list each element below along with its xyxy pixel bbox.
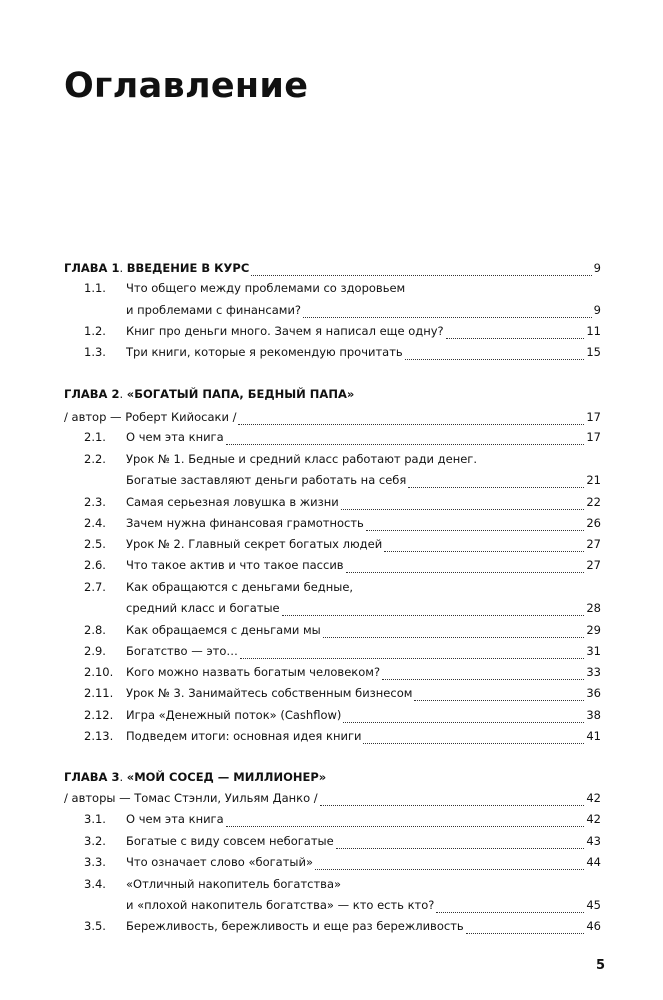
entry-number: 2.2. (84, 452, 106, 466)
toc-entry[interactable] (64, 554, 601, 576)
toc-entry[interactable] (64, 533, 601, 555)
page-ref: 27 (586, 537, 601, 551)
entry-title: средний класс и богатые (126, 601, 280, 615)
page-ref: 41 (586, 729, 601, 743)
page-ref: 46 (586, 919, 601, 933)
chapter-2-author[interactable] (64, 406, 601, 428)
toc-entry[interactable] (64, 426, 601, 448)
entry-title: Богатые с виду совсем небогатые (126, 834, 334, 848)
entry-number: 2.4. (84, 516, 106, 530)
page-ref: 26 (586, 516, 601, 530)
toc-entry[interactable] (64, 704, 601, 726)
page-ref: 36 (586, 686, 601, 700)
chapter-label: ГЛАВА 2 (64, 387, 120, 401)
page-ref: 38 (586, 708, 601, 722)
page-ref: 9 (593, 303, 601, 317)
toc-entry[interactable] (64, 830, 601, 852)
entry-title: Урок № 3. Занимайтесь собственным бизнесом (126, 686, 413, 700)
toc-entry[interactable] (64, 661, 601, 683)
entry-title: Зачем нужна финансовая грамотность (126, 516, 364, 530)
entry-title: Три книги, которые я рекомендую прочитать (126, 345, 403, 359)
page-ref: 15 (586, 345, 601, 359)
entry-title: Как обращаемся с деньгами мы (126, 623, 321, 637)
entry-title: Богатые заставляют деньги работать на себя (126, 473, 407, 487)
entry-title: Урок № 2. Главный секрет богатых людей (126, 537, 383, 551)
page-ref: 44 (586, 855, 601, 869)
page-ref: 42 (586, 791, 601, 805)
chapter-3-author[interactable] (64, 787, 601, 809)
chapter-3-heading[interactable]: ГЛАВА 3 . «МОЙ СОСЕД — МИЛЛИОНЕР» (64, 766, 601, 788)
entry-title: Подведем итоги: основная идея книги (126, 729, 362, 743)
page-ref: 21 (586, 473, 601, 487)
toc-entry[interactable] (64, 725, 601, 747)
entry-title: Урок № 1. Бедные и средний класс работают ради денег. (126, 452, 477, 466)
entry-number: 3.5. (84, 919, 106, 933)
page-ref: 17 (586, 430, 601, 444)
chapter-label: ГЛАВА 3 (64, 770, 120, 784)
entry-title: Бережливость, бережливость и еще раз бережливость (126, 919, 464, 933)
chapter-author: / авторы — Томас Стэнли, Уильям Данко / (64, 791, 318, 805)
toc-entry[interactable] (64, 277, 601, 299)
toc-entry[interactable] (64, 576, 601, 598)
entry-title: «Отличный накопитель богатства» (126, 877, 342, 891)
entry-number: 2.10. (84, 665, 114, 679)
toc-entry[interactable] (64, 873, 601, 895)
entry-number: 1.3. (84, 345, 106, 359)
entry-number: 2.1. (84, 430, 106, 444)
chapter-1-heading[interactable]: ГЛАВА 1 . ВВЕДЕНИЕ В КУРС 9 (64, 257, 601, 279)
toc-entry[interactable] (64, 640, 601, 662)
entry-number: 2.8. (84, 623, 106, 637)
entry-number: 2.9. (84, 644, 106, 658)
entry-title: и проблемами с финансами? (126, 303, 302, 317)
page-ref: 43 (586, 834, 601, 848)
entry-number: 3.1. (84, 812, 106, 826)
toc-entry-continued[interactable] (64, 469, 601, 491)
entry-title: О чем эта книга (126, 430, 224, 444)
entry-title: Богатство — это… (126, 644, 238, 658)
entry-title: О чем эта книга (126, 812, 224, 826)
toc-entry[interactable] (64, 491, 601, 513)
page-ref: 29 (586, 623, 601, 637)
page-number: 5 (595, 958, 605, 973)
chapter-label: ГЛАВА 1 (64, 261, 120, 275)
entry-title: Игра «Денежный поток» (Cashflow) (126, 708, 342, 722)
entry-number: 1.2. (84, 324, 106, 338)
chapter-title: ВВЕДЕНИЕ В КУРС (126, 261, 250, 275)
toc-entry[interactable] (64, 320, 601, 342)
entry-number: 3.3. (84, 855, 106, 869)
page-ref: 31 (586, 644, 601, 658)
entry-number: 2.5. (84, 537, 106, 551)
entry-number: 3.2. (84, 834, 106, 848)
entry-title: Что означает слово «богатый» (126, 855, 313, 869)
toc-entry[interactable] (64, 682, 601, 704)
entry-number: 3.4. (84, 877, 106, 891)
entry-number: 2.3. (84, 495, 106, 509)
toc-entry[interactable] (64, 341, 601, 363)
entry-number: 2.13. (84, 729, 114, 743)
entry-title: Самая серьезная ловушка в жизни (126, 495, 339, 509)
page-ref: 22 (586, 495, 601, 509)
entry-title: Что такое актив и что такое пассив (126, 558, 344, 572)
page-ref: 9 (593, 261, 601, 275)
toc-entry[interactable] (64, 619, 601, 641)
entry-number: 2.7. (84, 580, 106, 594)
toc-entry[interactable] (64, 808, 601, 830)
entry-title: Что общего между проблемами со здоровьем (126, 281, 406, 295)
page-ref: 27 (586, 558, 601, 572)
toc-entry-continued[interactable] (64, 894, 601, 916)
entry-number: 2.6. (84, 558, 106, 572)
entry-title: Кого можно назвать богатым человеком? (126, 665, 381, 679)
toc-entry[interactable] (64, 915, 601, 937)
toc-entry[interactable] (64, 448, 601, 470)
chapter-2-heading[interactable]: ГЛАВА 2 . «БОГАТЫЙ ПАПА, БЕДНЫЙ ПАПА» (64, 383, 601, 405)
entry-number: 2.11. (84, 686, 114, 700)
chapter-author: / автор — Роберт Кийосаки / (64, 410, 237, 424)
entry-title: Как обращаются с деньгами бедные, (126, 580, 354, 594)
page-ref: 11 (586, 324, 601, 338)
page-ref: 17 (586, 410, 601, 424)
entry-title: Книг про деньги много. Зачем я написал еще одну? (126, 324, 444, 338)
page-title: Оглавление (64, 66, 309, 106)
toc-entry-continued[interactable] (64, 299, 601, 321)
page-ref: 42 (586, 812, 601, 826)
chapter-title: «БОГАТЫЙ ПАПА, БЕДНЫЙ ПАПА» (126, 387, 355, 401)
page-ref: 45 (586, 898, 601, 912)
toc-entry-continued[interactable] (64, 597, 601, 619)
page-ref: 28 (586, 601, 601, 615)
toc-entry[interactable] (64, 512, 601, 534)
chapter-title: «МОЙ СОСЕД — МИЛЛИОНЕР» (126, 770, 327, 784)
entry-number: 2.12. (84, 708, 114, 722)
entry-title: и «плохой накопитель богатства» — кто есть кто? (126, 898, 435, 912)
toc-entry[interactable] (64, 851, 601, 873)
entry-number: 1.1. (84, 281, 106, 295)
page-ref: 33 (586, 665, 601, 679)
